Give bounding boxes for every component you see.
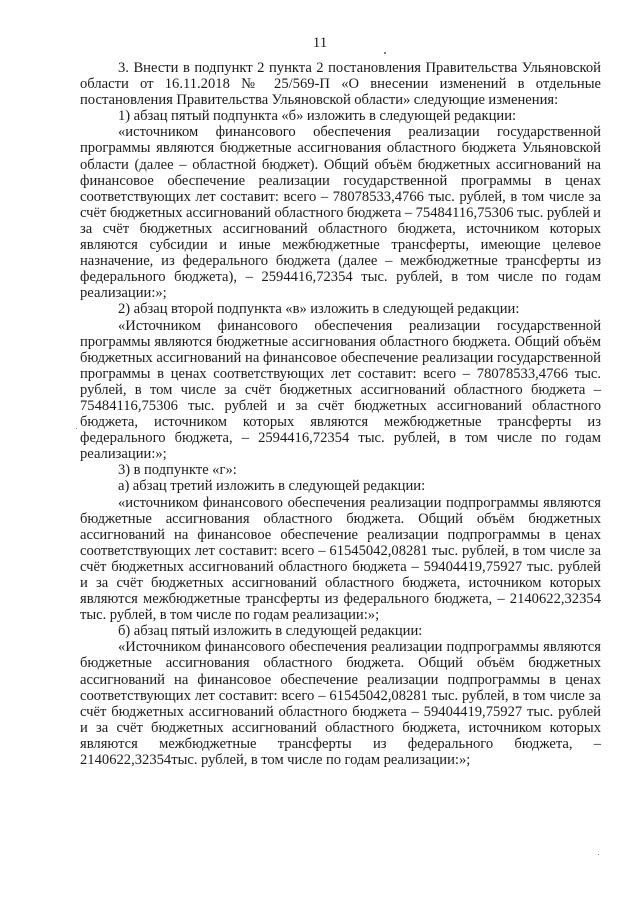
paragraph-item-3-intro: 3. Внести в подпункт 2 пункта 2 постановления Правительства Ульяновской области от 16.11.2018 № 25/569-П «О внесении изменений в отдельные постановления Правительства Ульяновской области» следующие изменения: [80, 60, 601, 109]
scan-speck [598, 854, 599, 855]
paragraph-subitem-3a-heading: а) абзац третий изложить в следующей редакции: [118, 478, 426, 495]
paragraph-quoted-text-1: «источником финансового обеспечения реализации государственной программы являются бюджетные ассигнования областного бюджета Ульяновской области (далее – областной бюджет). Общий объём бюджетных ассигнований на финансовое обеспечение реализации государственной программы в ценах соответствующих лет составит: всего – 78078533,4766 тыс. рублей, в том числе за счёт бюджетных ассигнований областного бюджета – 75484116,75306 тыс. рублей и за счёт бюджетных ассигнований областного бюджета, источником которых являются субсидии и иные межбюджетные трансферты, имеющие целевое назначение, из федерального бюджета (далее – межбюджетные трансферты из федерального бюджета), – 2594416,72354 тыс. рублей, в том числе по годам реализации:»; [80, 124, 601, 302]
paragraph-subitem-1-heading: 1) абзац пятый подпункта «б» изложить в следующей редакции: [118, 108, 517, 125]
scan-speck [76, 428, 77, 429]
paragraph-subitem-3b-heading: б) абзац пятый изложить в следующей редакции: [118, 623, 423, 640]
paragraph-subitem-3-heading: 3) в подпункте «г»: [118, 462, 237, 479]
scan-speck [384, 52, 386, 54]
paragraph-quoted-text-2: «Источником финансового обеспечения реализации государственной программы являются бюджетные ассигнования областного бюджета. Общий объём бюджетных ассигнований на финансовое обеспечение реализации государственной программы в ценах соответствующих лет составит: всего – 78078533,4766 тыс. рублей, в том числе за счёт бюджетных ассигнований областного бюджета – 75484116,75306 тыс. рублей и за счёт бюджетных ассигнований областного бюджета, источником которых являются межбюджетные трансферты из федерального бюджета, – 2594416,72354 тыс. рублей, в том числе по годам реализации:»; [80, 317, 601, 463]
paragraph-quoted-text-3b: «Источником финансового обеспечения реализации подпрограммы являются бюджетные ассигнования областного бюджета. Общий объём бюджетных ассигнований на финансовое обеспечение реализации подпрограммы в ценах соответствующих лет составит: всего – 61545042,08281 тыс. рублей, в том числе за счёт бюджетных ассигнований областного бюджета – 59404419,75927 тыс. рублей и за счёт бюджетных ассигнований областного бюджета, источником которых являются межбюджетные трансферты из федерального бюджета, – 2140622,32354тыс. рублей, в том числе по годам реализации:»; [80, 639, 601, 769]
page-number: 11 [312, 35, 328, 51]
document-body [80, 60, 601, 768]
paragraph-quoted-text-3a: «источником финансового обеспечения реализации подпрограммы являются бюджетные ассигнования областного бюджета. Общий объём бюджетных ассигнований на финансовое обеспечение реализации подпрограммы в ценах соответствующих лет составит: всего – 61545042,08281 тыс. рублей, в том числе за счёт бюджетных ассигнований областного бюджета – 59404419,75927 тыс. рублей и за счёт бюджетных ассигнований областного бюджета, источником которых являются межбюджетные трансферты из федерального бюджета, – 2140622,32354 тыс. рублей, в том числе по годам реализации:»; [80, 494, 601, 624]
paragraph-subitem-2-heading: 2) абзац второй подпункта «в» изложить в следующей редакции: [118, 301, 520, 318]
